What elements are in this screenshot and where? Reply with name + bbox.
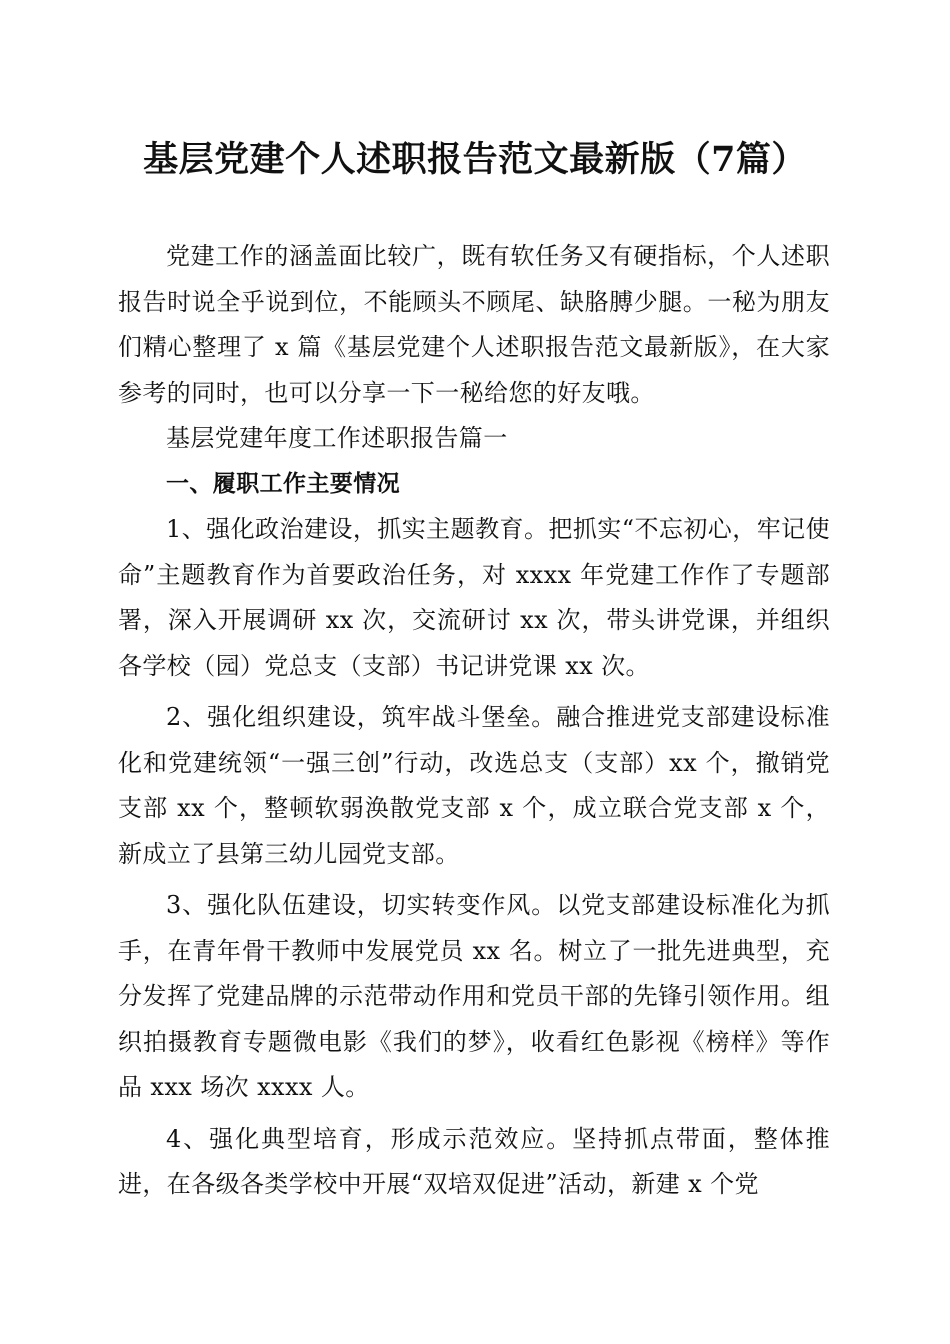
chapter-label: 基层党建年度工作述职报告篇一 — [166, 424, 508, 452]
body-paragraph: 3、强化队伍建设，切实转变作风。以党支部建设标准化为抓手，在青年骨干教师中发展党员 xx 名。树立了一批先进典型，充分发挥了党建品牌的示范带动作用和党员干部的先锋引领作用。组织拍摄教育专题微电影《我们的梦》，收看红色影视《榜样》等作品 xxx 场次 xxxx 人。 — [118, 891, 830, 1101]
section-heading: 一、履职工作主要情况 — [166, 470, 400, 497]
intro-paragraph: 党建工作的涵盖面比较广，既有软任务又有硬指标，个人述职报告时说全乎说到位，不能顾头不顾尾、缺胳膊少腿。一秘为朋友们精心整理了 x 篇《基层党建个人述职报告范文最新版》，在大家参考的同时，也可以分享一下一秘给您的好友哦。 — [118, 242, 830, 407]
document-body — [118, 234, 830, 1208]
body-paragraph: 2、强化组织建设，筑牢战斗堡垒。融合推进党支部建设标准化和党建统领“一强三创”行动，改选总支（支部）xx 个，撤销党支部 xx 个，整顿软弱涣散党支部 x 个，成立联合党支部 x 个，新成立了县第三幼儿园党支部。 — [118, 703, 830, 868]
document-title: 基层党建个人述职报告范文最新版（7篇） — [143, 139, 807, 180]
body-paragraph: 1、强化政治建设，抓实主题教育。把抓实“不忘初心，牢记使命”主题教育作为首要政治任务，对 xxxx 年党建工作作了专题部署，深入开展调研 xx 次，交流研讨 xx 次，带头讲党课，并组织各学校（园）党总支（支部）书记讲党课 xx 次。 — [118, 515, 830, 680]
body-paragraph: 4、强化典型培育，形成示范效应。坚持抓点带面，整体推进，在各级各类学校中开展“双培双促进”活动，新建 x 个党 — [118, 1124, 830, 1198]
